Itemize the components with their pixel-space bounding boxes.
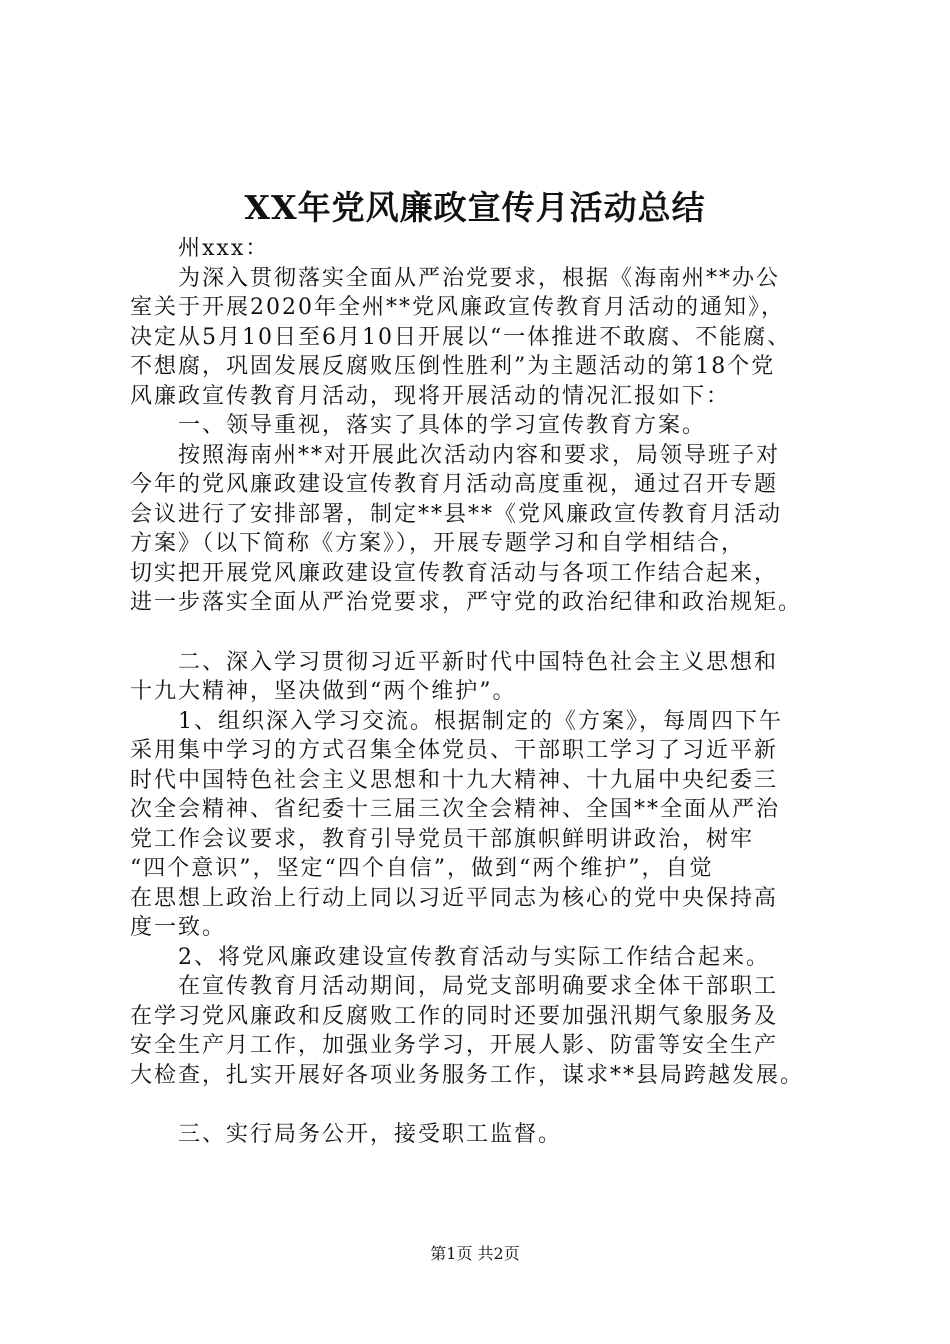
body-line: 决定从5月10日至6月10日开展以“一体推进不敢腐、不能腐、 (130, 324, 792, 350)
body-line: 今年的党风廉政建设宣传教育月活动高度重视，通过召开专题 (130, 472, 779, 497)
body-line: 大检查，扎实开展好各项业务服务工作，谋求**县局跨越发展。 (130, 1062, 805, 1088)
body-line: 时代中国特色社会主义思想和十九大精神、十九届中央纪委三 (130, 767, 779, 793)
body-line: 室关于开展2020年全州**党风廉政宣传教育月活动的通知》， (130, 295, 785, 320)
document-body (130, 234, 860, 1150)
body-line: 次全会精神、省纪委十三届三次全会精神、全国**全面从严治 (130, 797, 781, 822)
body-line: 在学习党风廉政和反腐败工作的同时还要加强汛期气象服务及 (130, 1003, 779, 1029)
body-line: 州xxx： (130, 236, 270, 261)
section-heading-1: 一、领导重视，落实了具体的学习宣传教育方案。 (130, 413, 707, 438)
paragraph-gap (130, 1090, 860, 1120)
document-title: XX年党风廉政宣传月活动总结 (244, 188, 706, 227)
body-line: 按照海南州**对开展此次活动内容和要求，局领导班子对 (130, 442, 781, 468)
body-line: 度一致。 (130, 915, 227, 940)
body-line: 不想腐，巩固发展反腐败压倒性胜利”为主题活动的第18个党 (130, 354, 776, 379)
body-line: 采用集中学习的方式召集全体党员、干部职工学习了习近平新 (130, 738, 779, 763)
body-line: 在思想上政治上行动上同以习近平同志为核心的党中央保持高 (130, 885, 779, 911)
body-line: 切实把开展党风廉政建设宣传教育活动与各项工作结合起来， (130, 560, 779, 586)
body-line: 在宣传教育月活动期间，局党支部明确要求全体干部职工 (130, 974, 779, 999)
body-line: 安全生产月工作，加强业务学习，开展人影、防雷等安全生产 (130, 1033, 779, 1058)
body-line: 为深入贯彻落实全面从严治党要求，根据《海南州**办公 (130, 265, 781, 291)
body-line: 2、将党风廉政建设宣传教育活动与实际工作结合起来。 (130, 944, 770, 970)
paragraph-gap (130, 618, 860, 648)
page-number: 第1页 共2页 (430, 1244, 520, 1263)
body-line: “四个意识”，坚定“四个自信”，做到“两个维护”，自觉 (130, 856, 714, 881)
section-heading-3: 三、实行局务公开，接受职工监督。 (130, 1122, 563, 1147)
section-heading-2: 二、深入学习贯彻习近平新时代中国特色社会主义思想和 (130, 649, 779, 675)
body-line: 会议进行了安排部署，制定**县**《党风廉政宣传教育月活动 (130, 501, 783, 527)
body-line: 十九大精神，坚决做到“两个维护”。 (130, 679, 517, 704)
body-line: 进一步落实全面从严治党要求，严守党的政治纪律和政治规矩。 (130, 590, 803, 615)
body-line: 党工作会议要求，教育引导党员干部旗帜鲜明讲政治，树牢 (130, 826, 755, 852)
body-line: 1、组织深入学习交流。根据制定的《方案》，每周四下午 (130, 708, 783, 734)
body-line: 方案》（以下简称《方案》），开展专题学习和自学相结合， (130, 531, 746, 556)
body-line: 风廉政宣传教育月活动，现将开展活动的情况汇报如下： (130, 383, 731, 409)
